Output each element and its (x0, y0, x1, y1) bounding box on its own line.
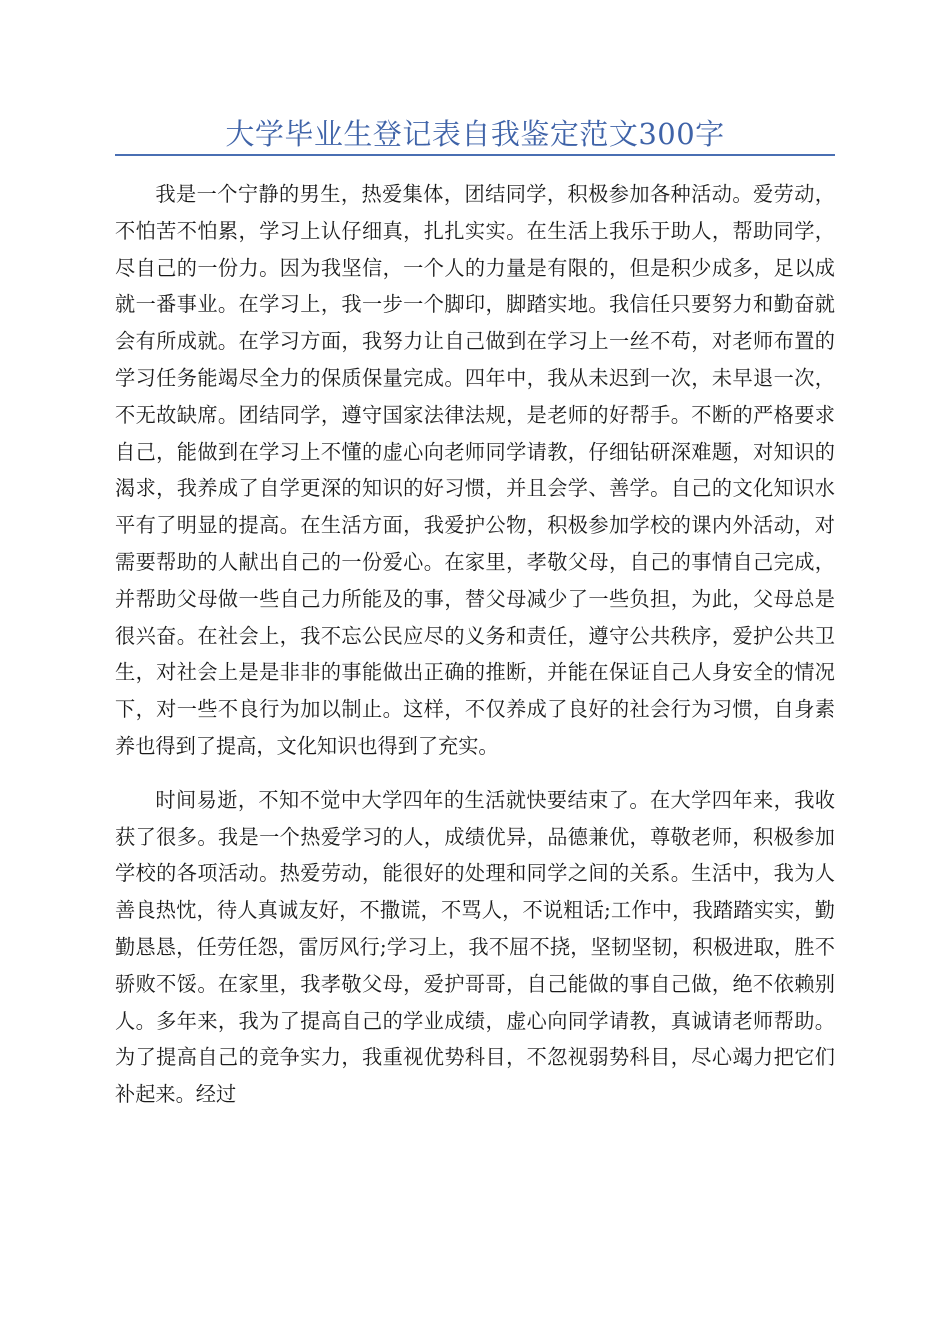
document-title: 大学毕业生登记表自我鉴定范文300字 (225, 117, 725, 151)
paragraph-1: 我是一个宁静的男生，热爱集体，团结同学，积极参加各种活动。爱劳动，不怕苦不怕累，学习上认仔细真，扎扎实实。在生活上我乐于助人，帮助同学，尽自己的一份力。因为我坚信，一个人的力量是有限的，但是积少成多，足以成就一番事业。在学习上，我一步一个脚印，脚踏实地。我信任只要努力和勤奋就会有所成就。在学习方面，我努力让自己做到在学习上一丝不苟，对老师布置的学习任务能竭尽全力的保质保量完成。四年中，我从未迟到一次，未早退一次，不无故缺席。团结同学，遵守国家法律法规，是老师的好帮手。不断的严格要求自己，能做到在学习上不懂的虚心向老师同学请教，仔细钻研深难题，对知识的渴求，我养成了自学更深的知识的好习惯，并且会学、善学。自己的文化知识水平有了明显的提高。在生活方面，我爱护公物，积极参加学校的课内外活动，对需要帮助的人献出自己的一份爱心。在家里，孝敬父母，自己的事情自己完成，并帮助父母做一些自己力所能及的事，替父母减少了一些负担，为此，父母总是很兴奋。在社会上，我不忘公民应尽的义务和责任，遵守公共秩序，爱护公共卫生，对社会上是是非非的事能做出正确的推断，并能在保证自己人身安全的情况下，对一些不良行为加以制止。这样，不仅养成了良好的社会行为习惯，自身素养也得到了提高，文化知识也得到了充实。 (115, 182, 835, 758)
title-underline (115, 154, 835, 156)
paragraph-2: 时间易逝，不知不觉中大学四年的生活就快要结束了。在大学四年来，我收获了很多。我是一个热爱学习的人，成绩优异，品德兼优，尊敬老师，积极参加学校的各项活动。热爱劳动，能很好的处理和同学之间的关系。生活中，我为人善良热忱，待人真诚友好，不撒谎，不骂人，不说粗话;工作中，我踏踏实实，勤勤恳恳，任劳任怨，雷厉风行;学习上，我不屈不挠，坚韧坚韧，积极进取，胜不骄败不馁。在家里，我孝敬父母，爱护哥哥，自己能做的事自己做，绝不依赖别人。多年来，我为了提高自己的学业成绩，虚心向同学请教，真诚请老师帮助。为了提高自己的竞争实力，我重视优势科目，不忽视弱势科目，尽心竭力把它们补起来。经过 (115, 787, 835, 1107)
document-body (115, 176, 835, 1113)
